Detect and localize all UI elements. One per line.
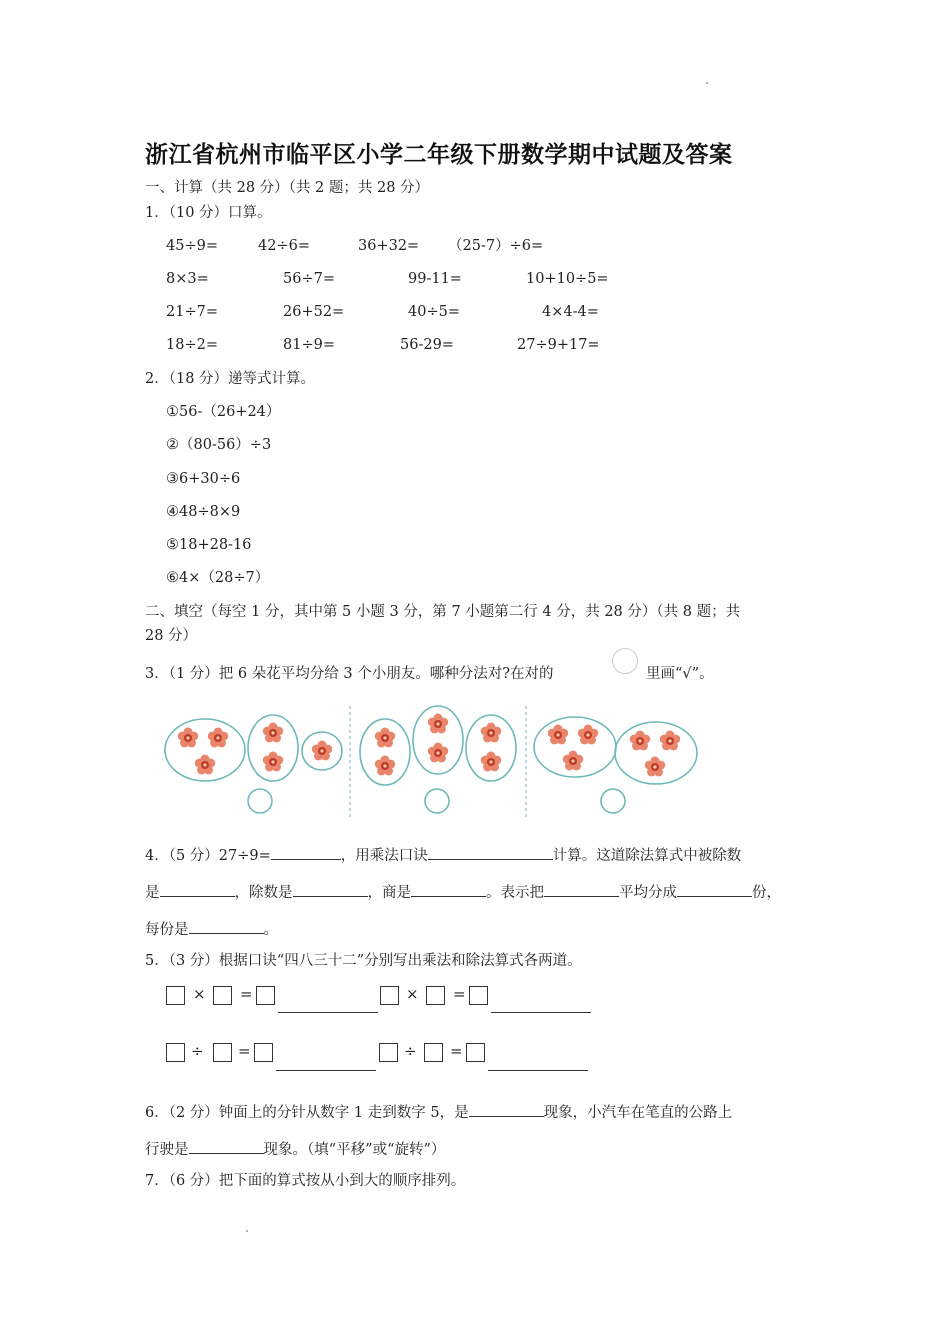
q4-text: ，商是: [367, 885, 411, 901]
scan-dot: [706, 82, 708, 84]
q4-line1: [145, 843, 741, 866]
answer-blank[interactable]: [428, 843, 553, 860]
flower-icon: [578, 725, 598, 745]
multiply-sign: ×: [193, 985, 206, 1003]
answer-box[interactable]: [379, 1043, 398, 1062]
answer-box[interactable]: [213, 986, 232, 1005]
page-title: 浙江省杭州市临平区小学二年级下册数学期中试题及答案: [145, 142, 733, 168]
answer-circle: [425, 789, 449, 813]
flower-icon: [312, 741, 332, 761]
q6-text: 现象。（填“平移”或“旋转”）: [263, 1142, 446, 1158]
answer-blank[interactable]: [160, 880, 235, 897]
calc-item: 21÷7=: [166, 304, 218, 320]
flower-icon: [428, 743, 448, 763]
flower-icon: [375, 756, 395, 776]
flower-icon: [660, 731, 680, 751]
q6-text: 现象，小汽车在笔直的公路上: [543, 1105, 733, 1121]
calc-item: 27÷9+17=: [517, 337, 600, 353]
flower-icon: [263, 723, 283, 743]
answer-blank[interactable]: [544, 880, 619, 897]
answer-box[interactable]: [469, 986, 488, 1005]
answer-blank[interactable]: [677, 880, 752, 897]
flower-icon: [645, 757, 665, 777]
answer-box[interactable]: [213, 1043, 232, 1062]
q3-text-part1: 3．（1 分）把 6 朵花平均分给 3 个小朋友。哪种分法对?在对的: [145, 666, 554, 682]
answer-line[interactable]: [491, 1012, 591, 1013]
q7-label: 7．（6 分）把下面的算式按从小到大的顺序排列。: [145, 1173, 466, 1189]
answer-box[interactable]: [380, 986, 399, 1005]
q4-text: 。表示把: [486, 885, 544, 901]
answer-blank[interactable]: [293, 880, 368, 897]
flower-icon: [178, 728, 198, 748]
q4-text: ，除数是: [234, 885, 293, 901]
answer-box[interactable]: [166, 1043, 185, 1062]
q6-text: 行驶是: [145, 1142, 189, 1158]
answer-box[interactable]: [256, 986, 275, 1005]
q6-text: 6．（2 分）钟面上的分针从数字 1 走到数字 5，是: [145, 1105, 469, 1121]
q4-text: 份，: [752, 885, 781, 901]
step-calc-item: ⑥4×（28÷7）: [166, 570, 270, 586]
section1-heading: 一、计算（共 28 分）（共 2 题；共 28 分）: [145, 180, 430, 196]
q4-text: 每份是: [145, 922, 189, 938]
q4-text: 平均分成: [619, 885, 677, 901]
q3-text-part2: 里画“√”。: [646, 666, 714, 682]
flower-icon: [481, 752, 501, 772]
calc-item: 40÷5=: [408, 304, 460, 320]
answer-box[interactable]: [466, 1043, 485, 1062]
flower-icon: [208, 728, 228, 748]
equals-sign: =: [450, 1042, 463, 1060]
answer-circle: [248, 789, 272, 813]
q5-label: 5．（3 分）根据口诀“四八三十二”分别写出乘法和除法算式各两道。: [145, 953, 582, 969]
divide-sign: ÷: [404, 1042, 417, 1060]
answer-circle: [601, 789, 625, 813]
answer-circle-inline: [612, 648, 638, 674]
flower-icon: [630, 731, 650, 751]
section2-heading-line2: 28 分）: [145, 628, 198, 644]
flower-icon: [195, 755, 215, 775]
calc-item: 56-29=: [400, 337, 454, 353]
calc-item: 81÷9=: [283, 337, 335, 353]
flower-icon: [428, 714, 448, 734]
answer-line[interactable]: [276, 1070, 376, 1071]
answer-box[interactable]: [424, 1043, 443, 1062]
flower-icon: [375, 728, 395, 748]
equals-sign: =: [453, 985, 466, 1003]
calc-item: 36+32=: [358, 238, 420, 254]
section2-heading-line1: 二、填空（每空 1 分，其中第 5 小题 3 分，第 7 小题第二行 4 分，共 28 分）（共 8 题；共: [145, 604, 741, 620]
step-calc-item: ②（80-56）÷3: [166, 437, 272, 453]
equals-sign: =: [238, 1042, 251, 1060]
answer-line[interactable]: [488, 1070, 588, 1071]
equals-sign: =: [240, 985, 253, 1003]
calc-item: 4×4-4=: [542, 304, 599, 320]
flower-division-illustration: [160, 700, 705, 825]
calc-item: 45÷9=: [166, 238, 218, 254]
calc-item: 18÷2=: [166, 337, 218, 353]
answer-blank[interactable]: [189, 917, 264, 934]
q4-line2: [145, 880, 781, 903]
divide-sign: ÷: [191, 1042, 204, 1060]
flower-icon: [563, 751, 583, 771]
q4-text: ，用乘法口诀: [340, 848, 428, 864]
q4-text: 是: [145, 885, 160, 901]
calc-item: （25-7）÷6=: [448, 238, 544, 254]
flower-icon: [548, 725, 568, 745]
answer-blank[interactable]: [271, 843, 341, 860]
calc-item: 56÷7=: [283, 271, 335, 287]
step-calc-item: ①56-（26+24）: [166, 404, 281, 420]
q4-text: 计算。这道除法算式中被除数: [552, 848, 742, 864]
q2-label: 2．（18 分）递等式计算。: [145, 371, 316, 387]
answer-line[interactable]: [278, 1012, 378, 1013]
step-calc-item: ④48÷8×9: [166, 504, 241, 520]
step-calc-item: ⑤18+28-16: [166, 537, 252, 553]
calc-item: 10+10÷5=: [526, 271, 609, 287]
answer-blank[interactable]: [189, 1137, 264, 1154]
answer-box[interactable]: [254, 1043, 273, 1062]
scan-dot: [246, 1230, 248, 1232]
calc-item: 8×3=: [166, 271, 209, 287]
flower-icon: [263, 752, 283, 772]
q4-text: 。: [263, 922, 278, 938]
calc-item: 99-11=: [408, 271, 462, 287]
answer-blank[interactable]: [469, 1100, 544, 1117]
q4-line3: [145, 917, 278, 940]
step-calc-item: ③6+30÷6: [166, 471, 241, 487]
q6-line2: [145, 1137, 445, 1160]
calc-item: 26+52=: [283, 304, 345, 320]
q1-label: 1．（10 分）口算。: [145, 205, 272, 221]
answer-blank[interactable]: [411, 880, 486, 897]
answer-box[interactable]: [426, 986, 445, 1005]
multiply-sign: ×: [406, 985, 419, 1003]
flower-icon: [481, 723, 501, 743]
answer-box[interactable]: [166, 986, 185, 1005]
q6-line1: [145, 1100, 732, 1123]
q4-text: 4．（5 分）27÷9=: [145, 848, 271, 864]
calc-item: 42÷6=: [258, 238, 310, 254]
